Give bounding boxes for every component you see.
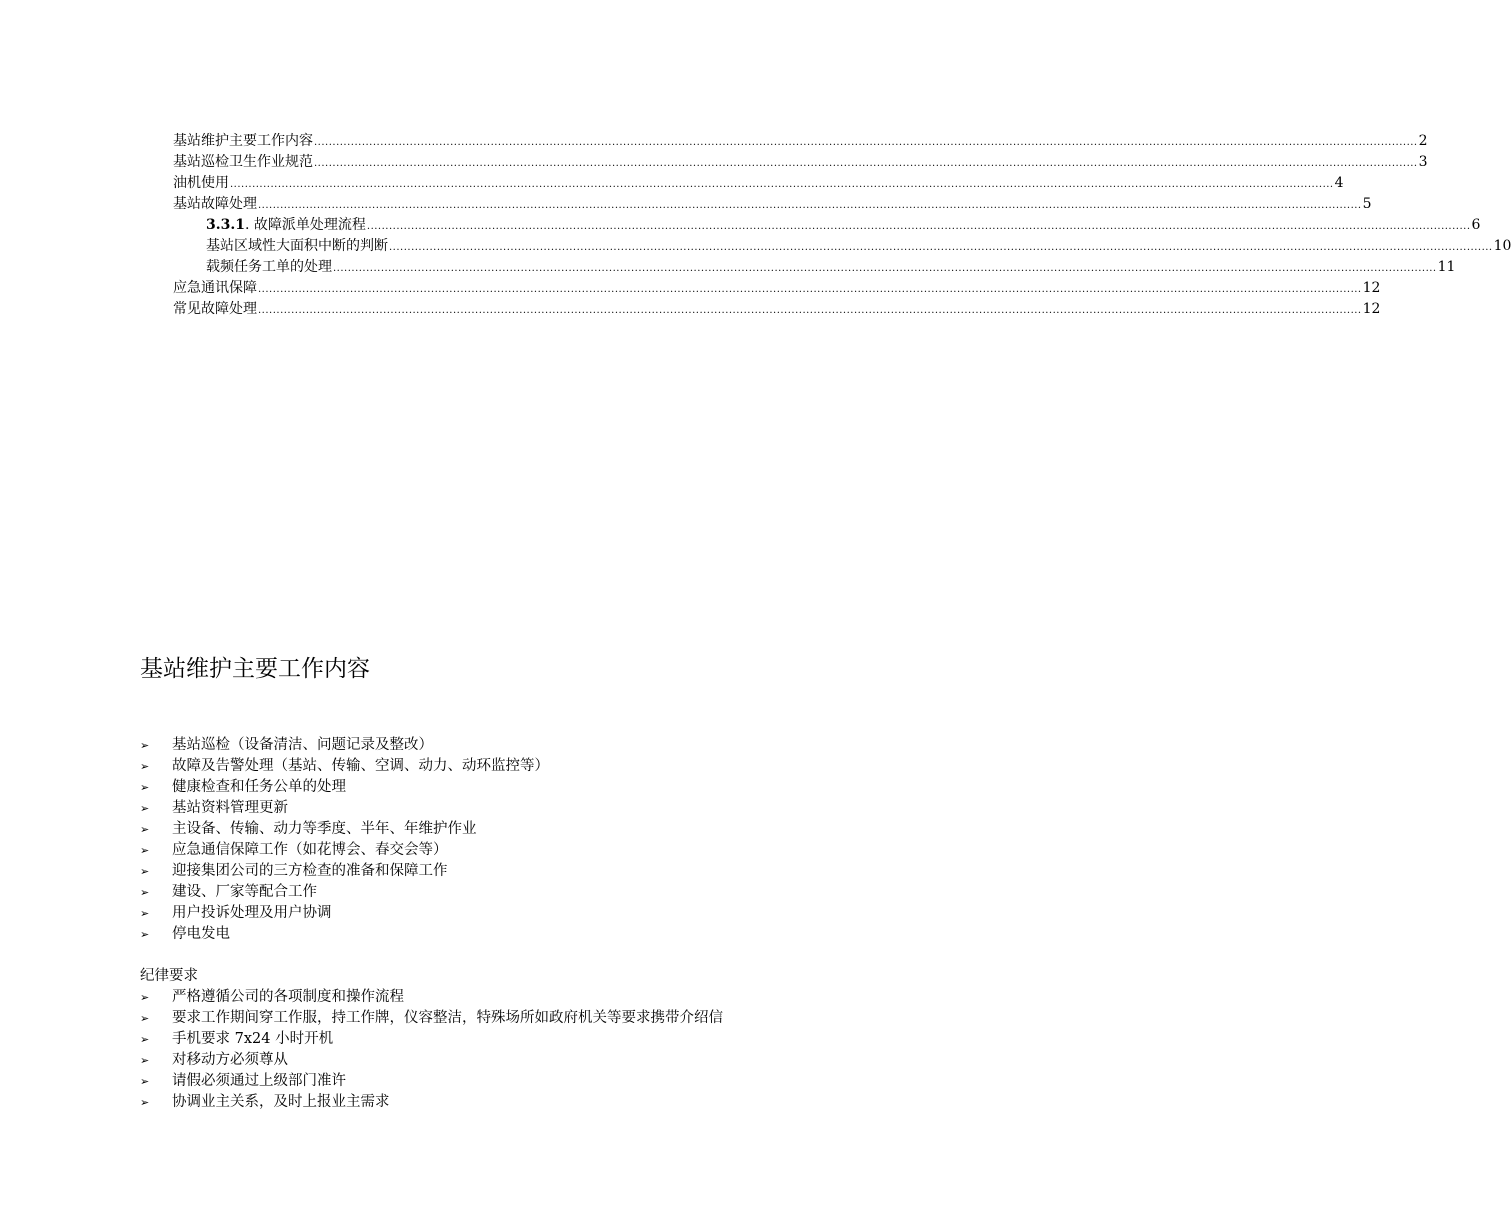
list-item-text: 应急通信保障工作（如花博会、春交会等） xyxy=(172,842,448,858)
list-item-text: 对移动方必须尊从 xyxy=(172,1052,288,1068)
toc-page-number: 11 xyxy=(1437,259,1456,275)
arrow-bullet-icon: ➢ xyxy=(140,928,150,941)
list-item xyxy=(140,1050,723,1071)
toc-page-number: 12 xyxy=(1362,301,1381,317)
list-item-text: 主设备、传输、动力等季度、半年、年维护作业 xyxy=(172,821,477,837)
arrow-bullet-icon: ➢ xyxy=(140,781,150,794)
toc-entry[interactable] xyxy=(173,299,1381,320)
arrow-bullet-icon: ➢ xyxy=(140,739,150,752)
arrow-bullet-icon: ➢ xyxy=(140,823,150,836)
discipline-list xyxy=(140,987,723,1113)
table-of-contents xyxy=(173,131,1511,320)
toc-entry-number: 3.3.1 xyxy=(206,217,245,233)
toc-page-number: 2 xyxy=(1418,133,1428,149)
toc-entry-title: 基站维护主要工作内容 xyxy=(173,133,313,149)
arrow-bullet-icon: ➢ xyxy=(140,1012,150,1025)
arrow-bullet-icon: ➢ xyxy=(140,802,150,815)
toc-leader-dots: ............................................................................................................................................................................................................................................................................................................ xyxy=(230,179,1334,190)
list-item xyxy=(140,882,549,903)
section-heading: 基站维护主要工作内容 xyxy=(140,656,370,682)
toc-entry-title: 载频任务工单的处理 xyxy=(206,259,332,275)
arrow-bullet-icon: ➢ xyxy=(140,991,150,1004)
list-item-text: 手机要求 7x24 小时开机 xyxy=(172,1031,334,1047)
toc-entry-title: 常见故障处理 xyxy=(173,301,257,317)
toc-entry[interactable] xyxy=(173,152,1428,173)
list-item-text: 建设、厂家等配合工作 xyxy=(172,884,317,900)
list-item xyxy=(140,1008,723,1029)
arrow-bullet-icon: ➢ xyxy=(140,1054,150,1067)
list-item-text: 要求工作期间穿工作服，持工作牌，仪容整洁，特殊场所如政府机关等要求携带介绍信 xyxy=(172,1010,723,1026)
toc-leader-dots: ............................................................................................................................................................................................................................................................................................................ xyxy=(314,137,1418,148)
list-item xyxy=(140,861,549,882)
list-item-text: 故障及告警处理（基站、传输、空调、动力、动环监控等） xyxy=(172,758,549,774)
toc-leader-dots: ............................................................................................................................................................................................................................................................................................................ xyxy=(258,200,1362,211)
toc-leader-dots: ............................................................................................................................................................................................................................................................................................................ xyxy=(314,158,1418,169)
list-item xyxy=(140,903,549,924)
list-item xyxy=(140,987,723,1008)
list-item xyxy=(140,756,549,777)
list-item-text: 迎接集团公司的三方检查的准备和保障工作 xyxy=(172,863,448,879)
list-item-text: 用户投诉处理及用户协调 xyxy=(172,905,332,921)
list-item xyxy=(140,777,549,798)
list-item xyxy=(140,1029,723,1050)
arrow-bullet-icon: ➢ xyxy=(140,1096,150,1109)
toc-page-number: 5 xyxy=(1362,196,1372,212)
toc-entry-title: 油机使用 xyxy=(173,175,229,191)
toc-entry[interactable] xyxy=(173,173,1344,194)
toc-entry[interactable] xyxy=(173,194,1372,215)
toc-entry-title: 应急通讯保障 xyxy=(173,280,257,296)
list-item-text: 基站资料管理更新 xyxy=(172,800,288,816)
arrow-bullet-icon: ➢ xyxy=(140,865,150,878)
list-item xyxy=(140,1092,723,1113)
toc-leader-dots: ............................................................................................................................................................................................................................................................................................................ xyxy=(258,284,1362,295)
discipline-title: 纪律要求 xyxy=(140,968,198,984)
list-item-text: 停电发电 xyxy=(172,926,230,942)
toc-page-number: 3 xyxy=(1418,154,1428,170)
work-content-list xyxy=(140,735,549,945)
list-item xyxy=(140,924,549,945)
list-item xyxy=(140,819,549,840)
list-item xyxy=(140,735,549,756)
toc-page-number: 4 xyxy=(1334,175,1344,191)
toc-page-number: 12 xyxy=(1362,280,1381,296)
toc-entry[interactable] xyxy=(173,278,1381,299)
toc-entry[interactable] xyxy=(173,257,1456,278)
arrow-bullet-icon: ➢ xyxy=(140,1033,150,1046)
list-item-text: 基站巡检（设备清洁、问题记录及整改） xyxy=(172,737,433,753)
toc-entry[interactable] xyxy=(173,215,1481,236)
list-item xyxy=(140,840,549,861)
arrow-bullet-icon: ➢ xyxy=(140,760,150,773)
arrow-bullet-icon: ➢ xyxy=(140,907,150,920)
toc-entry-title: 基站巡检卫生作业规范 xyxy=(173,154,313,170)
arrow-bullet-icon: ➢ xyxy=(140,844,150,857)
arrow-bullet-icon: ➢ xyxy=(140,886,150,899)
list-item xyxy=(140,1071,723,1092)
toc-leader-dots: ............................................................................................................................................................................................................................................................................................................ xyxy=(389,242,1493,253)
toc-leader-dots: ............................................................................................................................................................................................................................................................................................................ xyxy=(258,305,1362,316)
list-item xyxy=(140,798,549,819)
toc-leader-dots: ............................................................................................................................................................................................................................................................................................................ xyxy=(366,221,1471,232)
toc-page-number: 6 xyxy=(1471,217,1481,233)
toc-entry[interactable] xyxy=(173,236,1511,257)
toc-entry[interactable] xyxy=(173,131,1428,152)
list-item-text: 请假必须通过上级部门准许 xyxy=(172,1073,346,1089)
toc-page-number: 10 xyxy=(1493,238,1511,254)
toc-entry-title: . 故障派单处理流程 xyxy=(244,217,366,233)
list-item-text: 严格遵循公司的各项制度和操作流程 xyxy=(172,989,404,1005)
toc-leader-dots: ............................................................................................................................................................................................................................................................................................................ xyxy=(333,263,1437,274)
toc-entry-title: 基站区域性大面积中断的判断 xyxy=(206,238,388,254)
toc-entry-title: 基站故障处理 xyxy=(173,196,257,212)
list-item-text: 协调业主关系，及时上报业主需求 xyxy=(172,1094,390,1110)
arrow-bullet-icon: ➢ xyxy=(140,1075,150,1088)
list-item-text: 健康检查和任务公单的处理 xyxy=(172,779,346,795)
